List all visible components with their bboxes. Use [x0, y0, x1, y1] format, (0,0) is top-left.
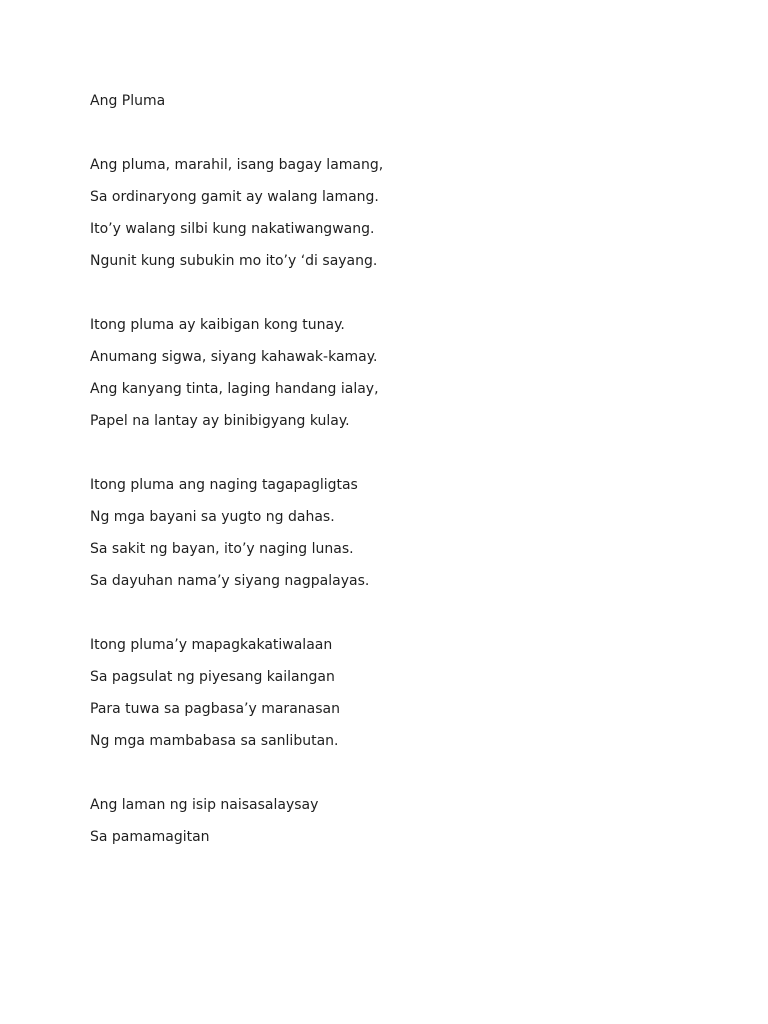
poem-line: Ng mga bayani sa yugto ng dahas. [90, 509, 335, 525]
poem-line: Sa pagsulat ng piyesang kailangan [90, 669, 335, 685]
poem-line: Anumang sigwa, siyang kahawak-kamay. [90, 349, 378, 365]
poem-line: Ang laman ng isip naisasalaysay [90, 797, 319, 813]
poem-line: Ang pluma, marahil, isang bagay lamang, [90, 157, 384, 173]
poem-body [90, 91, 690, 891]
stanza-4 [90, 635, 690, 751]
poem-line: Ngunit kung subukin mo ito’y ‘di sayang. [90, 253, 378, 269]
poem-line: Sa dayuhan nama’y siyang nagpalayas. [90, 573, 370, 589]
poem-line: Ito’y walang silbi kung nakatiwangwang. [90, 221, 375, 237]
poem-line: Para tuwa sa pagbasa’y maranasan [90, 701, 340, 717]
stanza-2 [90, 315, 690, 431]
stanza-5 [90, 795, 690, 847]
stanza-1 [90, 155, 690, 271]
poem-line: Ang kanyang tinta, laging handang ialay, [90, 381, 379, 397]
poem-line: Papel na lantay ay binibigyang kulay. [90, 413, 350, 429]
poem-line: Ng mga mambabasa sa sanlibutan. [90, 733, 339, 749]
poem-line: Itong pluma ay kaibigan kong tunay. [90, 317, 345, 333]
stanza-3 [90, 475, 690, 591]
poem-line: Sa ordinaryong gamit ay walang lamang. [90, 189, 379, 205]
poem-line: Sa sakit ng bayan, ito’y naging lunas. [90, 541, 354, 557]
poem-line: Sa pamamagitan [90, 829, 210, 845]
poem-line: Itong pluma ang naging tagapagligtas [90, 477, 358, 493]
poem-line: Itong pluma’y mapagkakatiwalaan [90, 637, 333, 653]
poem-title: Ang Pluma [90, 93, 166, 109]
